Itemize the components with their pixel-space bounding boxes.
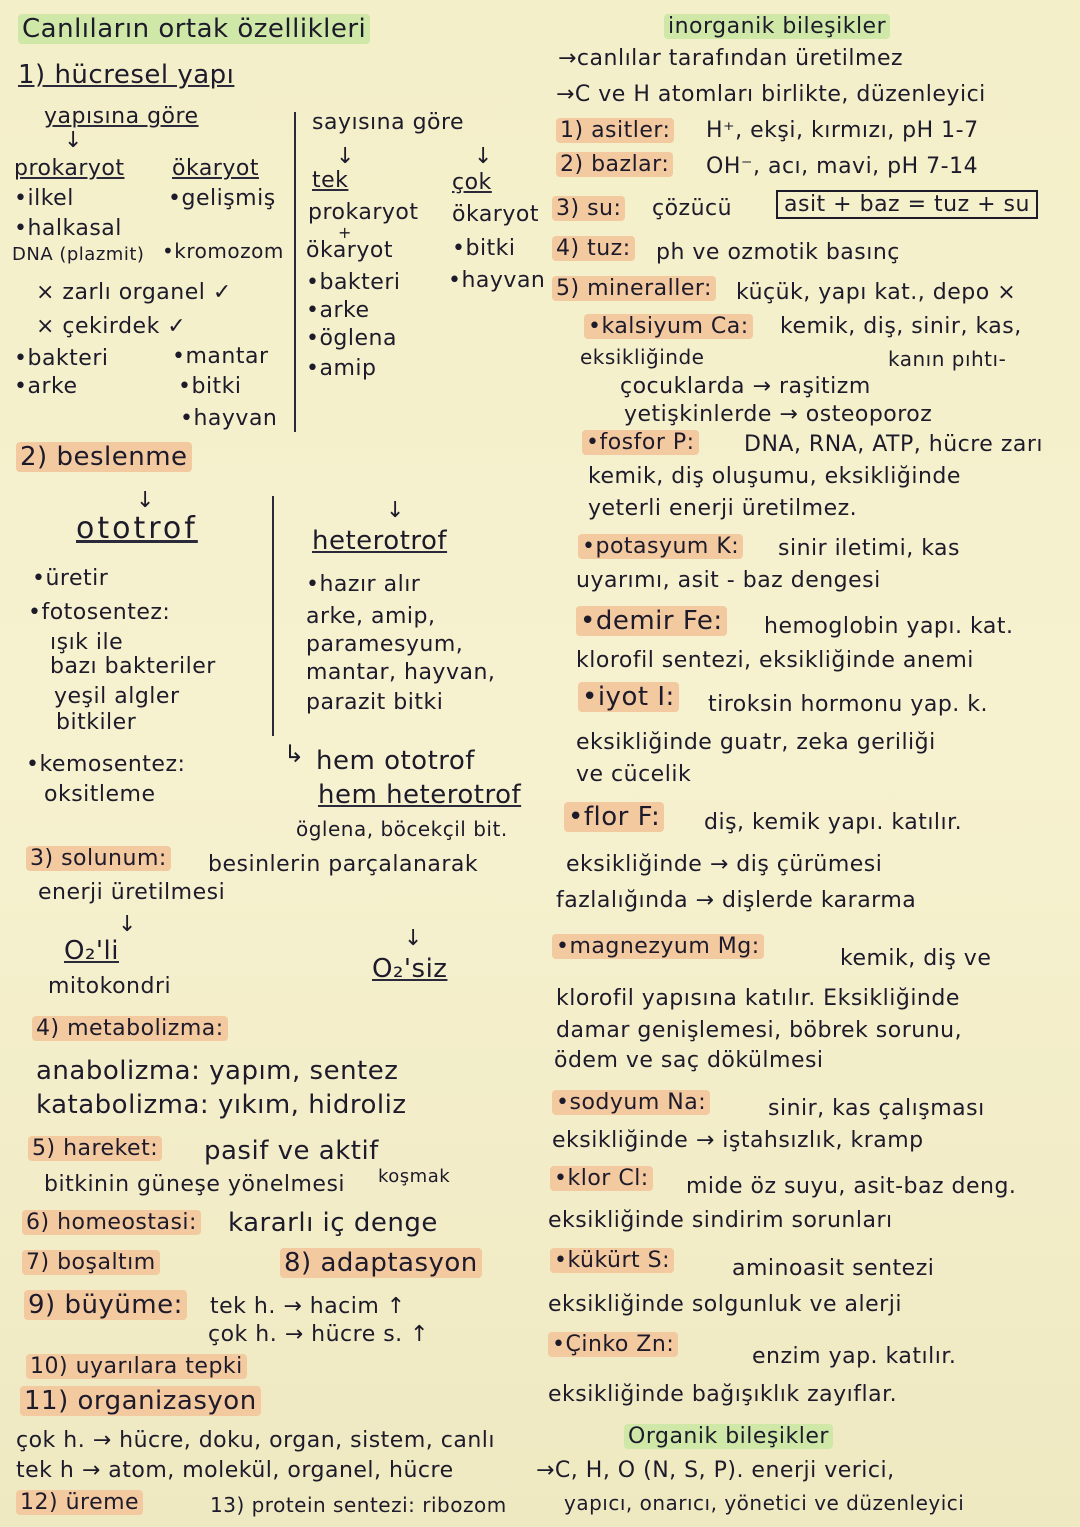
divider-vertical: [272, 496, 274, 736]
potasyum-text: sinir iletimi, kas: [778, 536, 960, 561]
cok-okaryot: ökaryot: [452, 202, 539, 227]
uretir: •üretir: [32, 566, 109, 591]
arke-left: •arke: [14, 374, 78, 399]
section-10-heading: 10) uyarılara tepki: [26, 1354, 247, 1380]
cok-bitki: •bitki: [452, 236, 516, 261]
section-12-heading: 12) üreme: [16, 1490, 143, 1516]
cocuklarda: çocuklarda → raşitizm: [620, 374, 871, 399]
pasif-aktif: pasif ve aktif: [204, 1136, 379, 1166]
okaryot-label: ökaryot: [172, 156, 259, 181]
organik-title: Organik bileşikler: [624, 1424, 833, 1450]
tek-bakteri: •bakteri: [306, 270, 401, 295]
tuz-label: 4) tuz:: [552, 236, 635, 262]
section-11-heading: 11) organizasyon: [20, 1388, 261, 1414]
cok-hayvan: •hayvan: [448, 268, 546, 293]
sayisina-gore: sayısına göre: [312, 110, 465, 135]
oglena-bocekcil: öglena, böcekçil bit.: [296, 817, 508, 841]
oksitleme: oksitleme: [44, 782, 156, 807]
tek-oglena: •öglena: [306, 326, 397, 351]
su-text: çözücü: [652, 196, 733, 221]
fosfor-text-2: kemik, diş oluşumu, eksikliğinde: [588, 464, 961, 489]
hem-ototrof: hem ototrof: [316, 746, 475, 776]
section-6-heading: 6) homeostasi:: [22, 1210, 201, 1236]
section-13-heading: 13) protein sentezi: ribozom: [210, 1493, 507, 1517]
divider-vertical: [294, 112, 296, 432]
mineraller-label: 5) mineraller:: [552, 276, 716, 302]
prokaryot-label: prokaryot: [14, 156, 125, 181]
left-title-text: Canlıların ortak özellikleri: [18, 14, 370, 44]
tuz-text: ph ve ozmotik basınç: [656, 240, 900, 265]
magnezyum-text-3: damar genişlemesi, böbrek sorunu,: [556, 1018, 963, 1043]
tek-label: tek: [312, 168, 349, 193]
tek-h-hacim: tek h. → hacim ↑: [210, 1294, 406, 1319]
fosfor-text: DNA, RNA, ATP, hücre zarı: [744, 432, 1044, 457]
halkasal: •halkasal: [14, 216, 122, 241]
kukurt-label: •kükürt S:: [550, 1248, 674, 1274]
asitler-label: 1) asitler:: [556, 118, 674, 144]
sodyum-text-2: eksikliğinde → iştahsızlık, kramp: [552, 1128, 924, 1153]
bazlar-text: OH⁻, acı, mavi, pH 7-14: [706, 154, 979, 179]
bitkiler: bitkiler: [56, 710, 137, 735]
arrow-down-icon: ↓: [404, 926, 423, 951]
magnezyum-text-4: ödem ve saç dökülmesi: [554, 1048, 824, 1073]
kromozom: •kromozom: [162, 239, 284, 263]
gelismis: •gelişmiş: [168, 186, 276, 211]
heterotrof-label: heterotrof: [312, 526, 448, 556]
ilkel: •ilkel: [14, 186, 74, 211]
arrow-down-icon: ↓: [118, 912, 137, 937]
arrow-down-icon: ↓: [386, 498, 405, 523]
cekirdek: × çekirdek ✓: [36, 314, 187, 339]
magnezyum-text-2: klorofil yapısına katılır. Eksikliğinde: [556, 986, 960, 1011]
fotosentez: •fotosentez:: [28, 600, 171, 625]
organik-text-2: yapıcı, onarıcı, yönetici ve düzenleyici: [564, 1491, 965, 1515]
iyot-text-3: ve cücelik: [576, 762, 692, 787]
demir-text: hemoglobin yapı. kat.: [764, 614, 1014, 639]
paramesyum: paramesyum,: [306, 632, 464, 657]
arrow-down-icon: ↓: [474, 144, 493, 169]
magnezyum-text: kemik, diş ve: [840, 946, 992, 971]
kararli-ic-denge: kararlı iç denge: [228, 1208, 438, 1238]
su-label: 3) su:: [552, 196, 625, 222]
ototrof-label: ototrof: [76, 511, 198, 546]
klor-text: mide öz suyu, asit-baz deng.: [686, 1174, 1017, 1199]
yetiskinlerde: yetişkinlerde → osteoporoz: [624, 402, 933, 427]
kosmak: koşmak: [378, 1166, 451, 1187]
section-9-heading: 9) büyüme:: [24, 1292, 187, 1318]
arrow-down-icon: ↓: [136, 488, 155, 513]
hazir-alir: •hazır alır: [306, 572, 421, 597]
tek-prokaryot: prokaryot: [308, 200, 419, 225]
yapisina-gore: yapısına göre: [44, 104, 199, 129]
bakteri-left: •bakteri: [14, 346, 109, 371]
section-5-heading: 5) hareket:: [28, 1136, 162, 1162]
magnezyum-label: •magnezyum Mg:: [552, 934, 764, 960]
parazit-bitki: parazit bitki: [306, 690, 444, 715]
kukurt-text: aminoasit sentezi: [732, 1256, 935, 1281]
mitokondri: mitokondri: [48, 974, 172, 999]
isik-ile: ışık ile: [50, 630, 124, 655]
section-4-heading: 4) metabolizma:: [32, 1016, 228, 1042]
potasyum-label: •potasyum K:: [578, 534, 743, 560]
organik-text: →C, H, O (N, S, P). enerji verici,: [536, 1458, 895, 1483]
organizasyon-cok: çok h. → hücre, doku, organ, sistem, canlı: [16, 1428, 495, 1453]
kalsiyum-text: kemik, diş, sinir, kas,: [780, 314, 1022, 339]
section-8-heading: 8) adaptasyon: [280, 1250, 482, 1276]
flor-text-3: fazlalığında → dişlerde kararma: [556, 888, 917, 913]
sodyum-text: sinir, kas çalışması: [768, 1096, 985, 1121]
mantar-hayvan: mantar, hayvan,: [306, 660, 496, 685]
fosfor-label: •fosfor P:: [582, 430, 699, 456]
plus-sign: +: [338, 223, 352, 242]
cinko-label: •Çinko Zn:: [548, 1332, 678, 1358]
cinko-text: enzim yap. katılır.: [752, 1344, 957, 1369]
bitkinin-gunese: bitkinin güneşe yönelmesi: [44, 1172, 346, 1197]
demir-label: •demir Fe:: [576, 608, 727, 634]
klor-label: •klor Cl:: [550, 1166, 653, 1192]
section-7-heading: 7) boşaltım: [22, 1250, 160, 1276]
dna-plazmit: DNA (plazmit): [12, 244, 145, 265]
inorganik-r1: →canlılar tarafından üretilmez: [558, 46, 904, 71]
demir-text-2: klorofil sentezi, eksikliğinde anemi: [576, 648, 974, 673]
solunum-text-2: enerji üretilmesi: [38, 880, 226, 905]
fosfor-text-3: yeterli enerji üretilmez.: [588, 496, 858, 521]
kemosentez: •kemosentez:: [26, 752, 186, 777]
arrow-down-icon: ↓: [336, 144, 355, 169]
asitler-text: H⁺, ekşi, kırmızı, pH 1-7: [706, 118, 979, 143]
section-2-heading: 2) beslenme: [16, 444, 192, 470]
arke-amip: arke, amip,: [306, 604, 436, 629]
flor-text-2: eksikliğinde → diş çürümesi: [566, 852, 883, 877]
klor-text-2: eksikliğinde sindirim sorunları: [548, 1208, 893, 1233]
iyot-text: tiroksin hormonu yap. k.: [708, 692, 989, 717]
bazi-bakteriler: bazı bakteriler: [50, 654, 216, 679]
right-title: inorganik bileşikler: [664, 14, 890, 40]
sodyum-label: •sodyum Na:: [552, 1090, 710, 1116]
tek-amip: •amip: [306, 356, 377, 381]
zarli-organel: × zarlı organel ✓: [36, 280, 232, 305]
kalsiyum-label: •kalsiyum Ca:: [584, 314, 753, 340]
katabolizma: katabolizma: yıkım, hidroliz: [36, 1090, 407, 1120]
bitki-right: •bitki: [178, 374, 242, 399]
section-1-heading: 1) hücresel yapı: [18, 60, 235, 90]
left-title: [18, 16, 370, 42]
bazlar-label: 2) bazlar:: [556, 152, 673, 178]
iyot-text-2: eksikliğinde guatr, zeka geriliği: [576, 730, 936, 755]
asit-baz-box: asit + baz = tuz + su: [776, 192, 1038, 218]
cinko-text-2: eksikliğinde bağışıklık zayıflar.: [548, 1382, 898, 1407]
anabolizma: anabolizma: yapım, sentez: [36, 1056, 399, 1086]
mineraller-text: küçük, yapı kat., depo ×: [736, 280, 1017, 305]
cok-h-hucre: çok h. → hücre s. ↑: [208, 1322, 430, 1347]
kalsiyum-eksikliginde: eksikliğinde: [580, 345, 705, 369]
tek-arke: •arke: [306, 298, 370, 323]
arrow-right-icon: ↳: [284, 740, 305, 768]
o2-siz: O₂'siz: [372, 954, 448, 984]
flor-text: diş, kemik yapı. katılır.: [704, 810, 963, 835]
inorganik-r2: →C ve H atomları birlikte, düzenleyici: [556, 82, 986, 107]
o2-li: O₂'li: [64, 936, 119, 966]
cok-label: çok: [452, 170, 492, 195]
potasyum-text-2: uyarımı, asit - baz dengesi: [576, 568, 881, 593]
kanin-pihti: kanın pıhtı-: [888, 347, 1007, 371]
yesil-algler: yeşil algler: [54, 684, 180, 709]
arrow-down-icon: ↓: [64, 128, 83, 153]
section-3-heading: 3) solunum:: [26, 846, 171, 872]
tek-okaryot: ökaryot: [306, 238, 393, 263]
flor-label: •flor F:: [564, 804, 664, 830]
organizasyon-tek: tek h → atom, molekül, organel, hücre: [16, 1458, 454, 1483]
hayvan-right: •hayvan: [180, 406, 278, 431]
iyot-label: •iyot I:: [578, 684, 679, 710]
solunum-text-1: besinlerin parçalanarak: [208, 852, 479, 877]
hem-heterotrof: hem heterotrof: [318, 780, 522, 810]
kukurt-text-2: eksikliğinde solgunluk ve alerji: [548, 1292, 902, 1317]
mantar-right: •mantar: [172, 344, 269, 369]
